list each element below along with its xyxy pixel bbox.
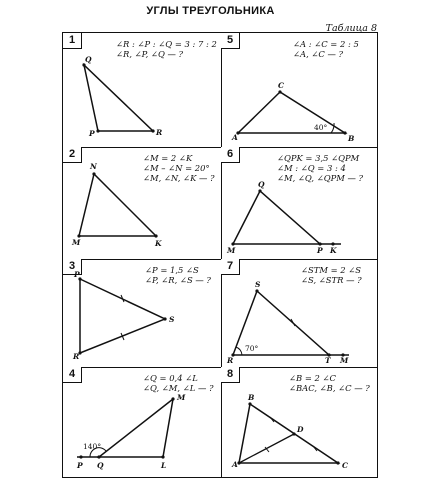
vertex-label-q: Q xyxy=(258,180,265,189)
vertex-label-r: R xyxy=(227,356,234,365)
problem-cell-2 xyxy=(63,147,221,259)
problem-cell-5 xyxy=(221,33,379,147)
page-title: УГЛЫ ТРЕУГОЛЬНИКА xyxy=(146,5,275,17)
condition-line: ∠Q = 0,4 ∠L xyxy=(143,373,198,383)
condition-line: ∠R, ∠P, ∠Q — ? xyxy=(116,49,183,59)
problem-cell-7 xyxy=(221,259,379,367)
vertex-s xyxy=(255,289,258,292)
angle-arc-r xyxy=(236,347,242,355)
triangle-figure xyxy=(63,367,221,479)
condition-line: ∠STM = 2 ∠S xyxy=(301,265,362,275)
triangle-figure xyxy=(221,367,379,479)
vertex-n xyxy=(92,172,95,175)
vertex-label-r: R xyxy=(156,128,163,137)
vertex-p xyxy=(79,455,82,458)
vertex-q xyxy=(258,189,261,192)
problem-number: 3 xyxy=(63,259,82,275)
problem-number: 8 xyxy=(221,367,240,383)
vertex-a xyxy=(237,461,240,464)
condition-line: ∠A : ∠C = 2 : 5 xyxy=(293,39,359,49)
vertex-l xyxy=(161,455,164,458)
vertex-s xyxy=(163,317,166,320)
vertex-label-p: P xyxy=(317,246,323,255)
problem-number: 4 xyxy=(63,367,82,383)
vertex-b xyxy=(248,402,251,405)
vertex-label-r: R xyxy=(73,352,80,361)
triangle-figure xyxy=(63,33,221,147)
problem-number: 7 xyxy=(221,259,240,275)
vertex-label-t: T xyxy=(325,356,331,365)
condition-line: ∠A, ∠C — ? xyxy=(293,49,344,59)
triangle-figure xyxy=(221,33,379,147)
angle-value: 70° xyxy=(245,344,259,353)
triangle-angles-table xyxy=(62,32,378,478)
vertex-label-q: Q xyxy=(97,461,104,470)
vertex-label-n: N xyxy=(90,162,97,171)
vertex-label-a: A xyxy=(232,460,238,469)
vertex-label-d: D xyxy=(297,425,304,434)
vertex-label-s: S xyxy=(169,315,175,324)
condition-line: ∠B = 2 ∠C xyxy=(289,373,336,383)
vertex-label-k: K xyxy=(330,246,337,255)
problem-cell-3 xyxy=(63,259,221,367)
vertex-label-p: P xyxy=(77,461,83,470)
vertex-label-s: S xyxy=(255,280,261,289)
triangle-figure xyxy=(63,259,221,367)
vertex-label-m: M xyxy=(177,393,186,402)
vertex-label-m: M xyxy=(72,238,81,247)
problem-number: 6 xyxy=(221,147,240,163)
problem-number: 1 xyxy=(63,33,82,49)
vertex-label-p: P xyxy=(74,270,80,279)
condition-line: ∠M – ∠N = 20° xyxy=(143,163,210,173)
problem-cell-6 xyxy=(221,147,379,259)
condition-line: ∠M = 2 ∠K xyxy=(143,153,193,163)
problem-cell-4 xyxy=(63,367,221,479)
table-label: Таблица 8 xyxy=(325,23,377,34)
vertex-label-c: C xyxy=(278,81,284,90)
vertex-k xyxy=(154,234,157,237)
problem-number: 5 xyxy=(221,33,240,49)
vertex-label-m: M xyxy=(340,356,349,365)
triangle-figure xyxy=(221,147,379,259)
vertex-label-b: B xyxy=(248,393,255,402)
triangle-mql xyxy=(99,399,173,457)
vertex-label-c: C xyxy=(342,461,348,470)
triangle-prs xyxy=(80,279,165,353)
vertex-label-q: Q xyxy=(85,55,92,64)
condition-line: ∠S, ∠STR — ? xyxy=(301,275,362,285)
angle-value: 40° xyxy=(314,123,328,132)
condition-line: ∠P = 1,5 ∠S xyxy=(145,265,199,275)
condition-line: ∠R : ∠P : ∠Q = 3 : 7 : 2 xyxy=(116,39,217,49)
triangle-figure xyxy=(63,147,221,259)
vertex-label-l: L xyxy=(161,461,167,470)
condition-line: ∠QPK = 3,5 ∠QPM xyxy=(277,153,360,163)
vertex-label-p: P xyxy=(89,129,95,138)
vertex-d xyxy=(292,432,295,435)
triangle-bac xyxy=(239,404,338,463)
condition-line: ∠P, ∠R, ∠S — ? xyxy=(145,275,211,285)
problem-cell-1 xyxy=(63,33,221,147)
vertex-r xyxy=(151,129,154,132)
angle-value: 140° xyxy=(83,442,102,451)
condition-line: ∠M, ∠Q, ∠QPM — ? xyxy=(277,173,363,183)
condition-line: ∠M : ∠Q = 3 : 4 xyxy=(277,163,346,173)
vertex-label-m: M xyxy=(227,246,236,255)
problem-cell-8 xyxy=(221,367,379,479)
triangle-qmp xyxy=(233,191,320,244)
vertex-label-a: A xyxy=(232,133,238,142)
vertex-label-b: B xyxy=(348,134,355,143)
triangle-qpr xyxy=(84,65,153,131)
problem-number: 2 xyxy=(63,147,82,163)
condition-line: ∠M, ∠N, ∠K — ? xyxy=(143,173,215,183)
vertex-q xyxy=(97,455,100,458)
triangle-figure xyxy=(221,259,379,367)
condition-line: ∠Q, ∠M, ∠L — ? xyxy=(143,383,214,393)
vertex-label-k: K xyxy=(155,239,162,248)
condition-line: ∠BAC, ∠B, ∠C — ? xyxy=(289,383,370,393)
vertex-b xyxy=(343,131,346,134)
triangle-acb xyxy=(238,92,345,133)
vertex-c xyxy=(278,90,281,93)
vertex-m xyxy=(171,397,174,400)
vertex-c xyxy=(336,461,339,464)
triangle-nmk xyxy=(79,174,156,236)
vertex-p xyxy=(96,129,99,132)
